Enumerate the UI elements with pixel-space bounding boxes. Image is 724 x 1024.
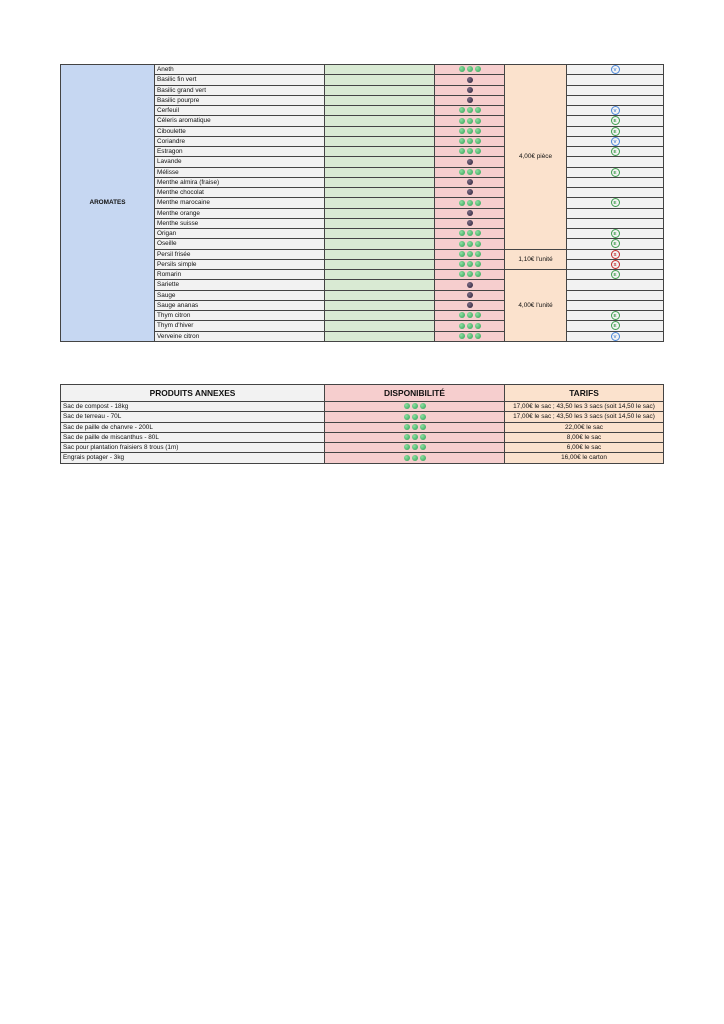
green-column-cell (325, 85, 435, 95)
green-dot-icon (459, 261, 465, 267)
availability-icon (467, 210, 473, 216)
aromate-name: Sariette (155, 280, 325, 290)
availability-cell (435, 136, 505, 146)
label-badge-icon: E (611, 311, 620, 320)
annexe-row (61, 432, 664, 442)
green-dot-icon (467, 118, 473, 124)
green-dot-icon (412, 434, 418, 440)
dark-dot-icon (467, 210, 473, 216)
label-cell (567, 188, 664, 198)
green-column-cell (325, 188, 435, 198)
green-column-cell (325, 177, 435, 187)
green-dot-icon (459, 312, 465, 318)
green-dot-icon (467, 241, 473, 247)
label-cell (567, 106, 664, 116)
availability-cell (435, 280, 505, 290)
availability-cell (435, 229, 505, 239)
availability-cell (435, 300, 505, 310)
annexe-name: Sac de paille de chanvre - 200L (61, 422, 325, 432)
availability-cell (435, 106, 505, 116)
label-badge-icon: V (611, 332, 620, 341)
availability-icon (467, 292, 473, 298)
annexe-price: 17,00€ le sac ; 43,50 les 3 sacs (soit 14,50 le sac) (505, 412, 664, 422)
availability-cell (435, 198, 505, 208)
aromate-name: Aneth (155, 65, 325, 75)
annexe-price: 22,00€ le sac (505, 422, 664, 432)
green-dot-icon (412, 414, 418, 420)
label-cell (567, 208, 664, 218)
green-dot-icon (404, 403, 410, 409)
availability-icon (459, 323, 481, 329)
green-column-cell (325, 116, 435, 126)
green-dot-icon (475, 118, 481, 124)
availability-cell (435, 270, 505, 280)
annexe-row (61, 443, 664, 453)
label-cell (567, 198, 664, 208)
green-dot-icon (475, 312, 481, 318)
availability-icon (467, 97, 473, 103)
label-cell (567, 126, 664, 136)
green-dot-icon (459, 333, 465, 339)
availability-icon (404, 444, 426, 450)
green-dot-icon (467, 261, 473, 267)
green-dot-icon (404, 444, 410, 450)
green-column-cell (325, 106, 435, 116)
availability-icon (459, 107, 481, 113)
green-dot-icon (467, 138, 473, 144)
green-dot-icon (420, 403, 426, 409)
dark-dot-icon (467, 282, 473, 288)
aromate-name: Origan (155, 229, 325, 239)
dark-dot-icon (467, 179, 473, 185)
availability-cell (435, 188, 505, 198)
annexe-price: 17,00€ le sac ; 43,50 les 3 sacs (soit 14,50 le sac) (505, 402, 664, 412)
header-tarifs: TARIFS (505, 385, 664, 402)
green-dot-icon (467, 107, 473, 113)
aromate-name: Ciboulette (155, 126, 325, 136)
header-disponibilite: DISPONIBILITÉ (325, 385, 505, 402)
green-column-cell (325, 65, 435, 75)
green-column-cell (325, 249, 435, 259)
aromates-body (61, 65, 664, 342)
green-dot-icon (475, 251, 481, 257)
availability-cell (435, 75, 505, 85)
label-cell (567, 290, 664, 300)
price-group-cell: 4,00€ l'unité (505, 270, 567, 342)
aromate-name: Mélisse (155, 167, 325, 177)
green-dot-icon (459, 200, 465, 206)
availability-cell (435, 167, 505, 177)
green-dot-icon (459, 66, 465, 72)
green-dot-icon (467, 148, 473, 154)
availability-icon (459, 169, 481, 175)
label-badge-icon: E (611, 127, 620, 136)
label-badge-icon: E (611, 229, 620, 238)
availability-icon (467, 189, 473, 195)
label-cell (567, 249, 664, 259)
availability-cell (435, 311, 505, 321)
aromate-name: Oseille (155, 239, 325, 249)
green-dot-icon (459, 271, 465, 277)
green-dot-icon (475, 107, 481, 113)
availability-cell (435, 321, 505, 331)
green-column-cell (325, 218, 435, 228)
aromate-name: Verveine citron (155, 331, 325, 341)
availability-icon (459, 251, 481, 257)
aromate-name: Persil frisée (155, 249, 325, 259)
green-dot-icon (420, 424, 426, 430)
label-cell (567, 147, 664, 157)
availability-icon (404, 434, 426, 440)
green-dot-icon (459, 148, 465, 154)
dark-dot-icon (467, 292, 473, 298)
aromate-name: Basilic pourpre (155, 95, 325, 105)
annexes-body (61, 402, 664, 464)
green-dot-icon (475, 241, 481, 247)
aromate-name: Lavande (155, 157, 325, 167)
availability-icon (459, 230, 481, 236)
annexe-row (61, 453, 664, 463)
aromate-name: Céleris aromatique (155, 116, 325, 126)
availability-cell (435, 177, 505, 187)
dark-dot-icon (467, 189, 473, 195)
availability-cell (435, 126, 505, 136)
green-dot-icon (475, 271, 481, 277)
aromate-name: Menthe marocaine (155, 198, 325, 208)
green-dot-icon (404, 424, 410, 430)
green-dot-icon (475, 323, 481, 329)
green-dot-icon (420, 414, 426, 420)
green-column-cell (325, 198, 435, 208)
availability-icon (459, 241, 481, 247)
label-badge-icon: V (611, 65, 620, 74)
aromate-name: Thym d'hiver (155, 321, 325, 331)
green-column-cell (325, 136, 435, 146)
availability-icon (404, 414, 426, 420)
annexes-table (60, 384, 664, 464)
label-cell (567, 157, 664, 167)
green-column-cell (325, 300, 435, 310)
green-dot-icon (475, 261, 481, 267)
annexe-price: 8,00€ le sac (505, 432, 664, 442)
label-badge-icon: V (611, 106, 620, 115)
green-dot-icon (467, 128, 473, 134)
label-cell (567, 300, 664, 310)
green-dot-icon (467, 323, 473, 329)
availability-icon (459, 271, 481, 277)
aromate-name: Sauge ananas (155, 300, 325, 310)
annexe-availability (325, 432, 505, 442)
green-dot-icon (475, 66, 481, 72)
dark-dot-icon (467, 302, 473, 308)
annexe-availability (325, 422, 505, 432)
availability-icon (467, 159, 473, 165)
aromate-name: Persils simple (155, 259, 325, 269)
label-badge-icon: E (611, 147, 620, 156)
availability-cell (435, 157, 505, 167)
green-dot-icon (404, 414, 410, 420)
label-cell (567, 116, 664, 126)
annexe-price: 6,00€ le sac (505, 443, 664, 453)
green-dot-icon (467, 66, 473, 72)
availability-icon (404, 455, 426, 461)
availability-icon (459, 261, 481, 267)
availability-cell (435, 116, 505, 126)
annexe-row (61, 412, 664, 422)
aromate-name: Basilic grand vert (155, 85, 325, 95)
annexe-name: Sac de terreau - 70L (61, 412, 325, 422)
aromate-name: Menthe suisse (155, 218, 325, 228)
availability-icon (467, 302, 473, 308)
dark-dot-icon (467, 97, 473, 103)
green-dot-icon (404, 455, 410, 461)
green-column-cell (325, 157, 435, 167)
green-column-cell (325, 270, 435, 280)
aromate-name: Thym citron (155, 311, 325, 321)
label-cell (567, 229, 664, 239)
label-cell (567, 321, 664, 331)
category-cell: AROMATES (61, 65, 155, 342)
availability-icon (404, 403, 426, 409)
green-dot-icon (475, 230, 481, 236)
availability-cell (435, 290, 505, 300)
green-dot-icon (475, 138, 481, 144)
availability-icon (459, 200, 481, 206)
label-cell (567, 239, 664, 249)
availability-icon (467, 220, 473, 226)
green-dot-icon (467, 312, 473, 318)
availability-cell (435, 208, 505, 218)
label-cell (567, 136, 664, 146)
green-dot-icon (412, 455, 418, 461)
availability-icon (467, 282, 473, 288)
header-produits-annexes: PRODUITS ANNEXES (61, 385, 325, 402)
green-dot-icon (459, 230, 465, 236)
label-badge-icon: E (611, 198, 620, 207)
label-cell (567, 65, 664, 75)
green-dot-icon (459, 251, 465, 257)
availability-cell (435, 218, 505, 228)
green-column-cell (325, 290, 435, 300)
annexes-header-row (61, 385, 664, 402)
green-column-cell (325, 239, 435, 249)
aromate-name: Menthe orange (155, 208, 325, 218)
availability-icon (459, 312, 481, 318)
aromate-name: Estragon (155, 147, 325, 157)
green-column-cell (325, 126, 435, 136)
green-dot-icon (404, 434, 410, 440)
green-dot-icon (459, 169, 465, 175)
label-cell (567, 331, 664, 341)
aromate-name: Basilic fin vert (155, 75, 325, 85)
label-cell (567, 85, 664, 95)
aromate-name: Menthe chocolat (155, 188, 325, 198)
green-dot-icon (467, 169, 473, 175)
availability-cell (435, 95, 505, 105)
green-dot-icon (475, 169, 481, 175)
green-dot-icon (467, 251, 473, 257)
availability-cell (435, 259, 505, 269)
green-dot-icon (475, 128, 481, 134)
availability-cell (435, 249, 505, 259)
green-column-cell (325, 280, 435, 290)
label-cell (567, 270, 664, 280)
annexe-availability (325, 412, 505, 422)
label-cell (567, 218, 664, 228)
availability-icon (459, 118, 481, 124)
label-cell (567, 95, 664, 105)
label-badge-icon: S (611, 260, 620, 269)
price-group-cell: 1,10€ l'unité (505, 249, 567, 270)
dark-dot-icon (467, 220, 473, 226)
label-badge-icon: E (611, 239, 620, 248)
label-badge-icon: E (611, 116, 620, 125)
green-column-cell (325, 167, 435, 177)
label-cell (567, 177, 664, 187)
aromate-row (61, 65, 664, 75)
aromate-name: Coriandre (155, 136, 325, 146)
green-dot-icon (412, 403, 418, 409)
label-badge-icon: E (611, 321, 620, 330)
aromate-name: Sauge (155, 290, 325, 300)
green-dot-icon (420, 434, 426, 440)
green-dot-icon (467, 333, 473, 339)
availability-icon (467, 179, 473, 185)
green-column-cell (325, 208, 435, 218)
green-dot-icon (467, 271, 473, 277)
annexe-name: Sac de paille de miscanthus - 80L (61, 432, 325, 442)
green-dot-icon (459, 138, 465, 144)
availability-cell (435, 85, 505, 95)
green-dot-icon (459, 241, 465, 247)
availability-icon (459, 333, 481, 339)
annexe-availability (325, 402, 505, 412)
annexe-price: 16,00€ le carton (505, 453, 664, 463)
aromates-table (60, 64, 664, 342)
annexe-availability (325, 453, 505, 463)
label-badge-icon: E (611, 270, 620, 279)
green-column-cell (325, 147, 435, 157)
label-cell (567, 311, 664, 321)
dark-dot-icon (467, 77, 473, 83)
label-cell (567, 259, 664, 269)
green-dot-icon (475, 148, 481, 154)
availability-icon (459, 138, 481, 144)
availability-cell (435, 239, 505, 249)
green-column-cell (325, 95, 435, 105)
green-dot-icon (467, 200, 473, 206)
label-cell (567, 75, 664, 85)
aromate-name: Romarin (155, 270, 325, 280)
dark-dot-icon (467, 159, 473, 165)
green-dot-icon (459, 323, 465, 329)
annexe-row (61, 402, 664, 412)
green-column-cell (325, 321, 435, 331)
green-column-cell (325, 229, 435, 239)
dark-dot-icon (467, 87, 473, 93)
green-dot-icon (475, 333, 481, 339)
green-dot-icon (412, 444, 418, 450)
annexe-name: Sac de compost - 18kg (61, 402, 325, 412)
availability-icon (404, 424, 426, 430)
label-badge-icon: V (611, 137, 620, 146)
label-cell (567, 167, 664, 177)
label-badge-icon: S (611, 250, 620, 259)
green-dot-icon (420, 455, 426, 461)
green-column-cell (325, 259, 435, 269)
green-dot-icon (412, 424, 418, 430)
annexe-row (61, 422, 664, 432)
green-column-cell (325, 331, 435, 341)
green-column-cell (325, 75, 435, 85)
availability-icon (459, 148, 481, 154)
green-column-cell (325, 311, 435, 321)
annexe-name: Sac pour plantation fraisiers 8 trous (1m) (61, 443, 325, 453)
price-group-cell: 4,00€ pièce (505, 65, 567, 250)
green-dot-icon (459, 107, 465, 113)
green-dot-icon (467, 230, 473, 236)
annexe-availability (325, 443, 505, 453)
availability-cell (435, 65, 505, 75)
green-dot-icon (459, 128, 465, 134)
availability-icon (467, 87, 473, 93)
label-badge-icon: E (611, 168, 620, 177)
availability-icon (459, 128, 481, 134)
green-dot-icon (475, 200, 481, 206)
aromate-name: Cerfeuil (155, 106, 325, 116)
availability-icon (467, 77, 473, 83)
availability-icon (459, 66, 481, 72)
annexe-name: Engrais potager - 3kg (61, 453, 325, 463)
aromate-name: Menthe almira (fraise) (155, 177, 325, 187)
availability-cell (435, 331, 505, 341)
green-dot-icon (459, 118, 465, 124)
availability-cell (435, 147, 505, 157)
green-dot-icon (420, 444, 426, 450)
label-cell (567, 280, 664, 290)
